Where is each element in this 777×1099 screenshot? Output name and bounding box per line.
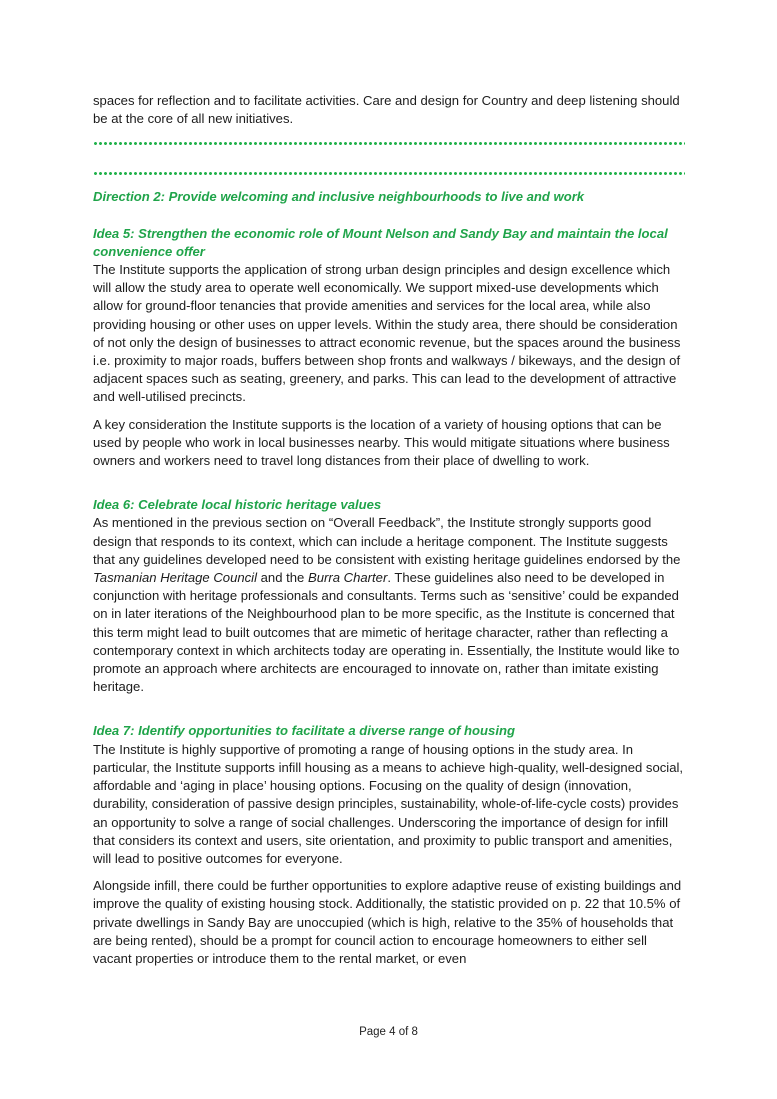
idea-5-heading: Idea 5: Strengthen the economic role of Mount Nelson and Sandy Bay and maintain the local convenience offer [93,225,668,259]
direction-heading: Direction 2: Provide welcoming and inclusive neighbourhoods to live and work [93,189,585,205]
document-body [93,92,685,977]
idea-6-text-c: and the [257,570,308,586]
idea-5-paragraph-1: The Institute supports the application of strong urban design principles and design excellence which will allow the study area to operate well economically. We support mixed-use developments which allow for ground-floor tenancies that provide amenities and services for the local area, while also providing housing or other uses on upper levels. Within the study area, there should be consideration of not only the design of businesses to attract economic revenue, but the spaces around the business i.e. proximity to major roads, buffers between shop fronts and walkways / bikeways, and the design of adjacent spaces such as seating, greenery, and parks. This can lead to the development of attractive and well-utilised precincts. [93,262,681,405]
idea-6-text-e: . These guidelines also need to be developed in conjunction with heritage professionals and consultants. Terms such as ‘sensitive’ could be expanded on in later iterations of the Neighbourhood plan to be more specific, as the Institute is concerned that this term might lead to built outcomes that are mimetic of heritage character, rather than reflecting a contemporary context in which architects today are operating in. Essentially, the Institute would like to promote an approach where architects are encouraged to innovate on, rather than imitate existing heritage. [93,570,680,695]
idea-7-paragraph-1: The Institute is highly supportive of promoting a range of housing options in the study area. In particular, the Institute supports infill housing as a means to achieve high-quality, well-designed social, affordable and ‘aging in place’ housing options. Focusing on the quality of design (innovation, durability, consideration of passive design principles, sustainability, whole-of-life-cycle costs) provides an opportunity to solve a range of social challenges. Underscoring the importance of design for infill that considers its context and users, site orientation, and proximity to public transport and amenities, will lead to positive outcomes for everyone. [93,741,684,866]
dotted-divider [93,171,685,176]
idea-6-heading: Idea 6: Celebrate local historic heritage values [93,497,382,513]
idea-5-paragraph-2: A key consideration the Institute supports is the location of a variety of housing options that can be used by people who work in local businesses nearby. This would mitigate situations where business owners and workers need to travel long distances from their place of dwelling to work. [93,416,670,469]
idea-7-paragraph-2: Alongside infill, there could be further opportunities to explore adaptive reuse of existing buildings and improve the quality of existing housing stock. Additionally, the statistic provided on p. 22 that 10.5% of private dwellings in Sandy Bay are unoccupied (which is high, relative to the 35% of households that are being rented), should be a prompt for council action to encourage homeowners to either sell vacant properties or introduce them to the rental market, or even [93,878,682,966]
burra-charter-name: Burra Charter [307,570,388,586]
heritage-council-name: Tasmanian Heritage Council [93,570,258,586]
idea-6-text-a: As mentioned in the previous section on “Overall Feedback”, the Institute strongly supports good design that responds to its context, which can include a heritage component. The Institute suggests that any guidelines developed need to be consistent with existing heritage guidelines endorsed by the [93,515,681,567]
page-number: Page 4 of 8 [359,1026,418,1038]
dotted-divider [93,141,685,146]
intro-paragraph: spaces for reflection and to facilitate activities. Care and design for Country and deep listening should be at the core of all new initiatives. [93,93,680,127]
idea-7-heading: Idea 7: Identify opportunities to facilitate a diverse range of housing [93,723,515,739]
idea-6-paragraph-1 [93,514,685,696]
